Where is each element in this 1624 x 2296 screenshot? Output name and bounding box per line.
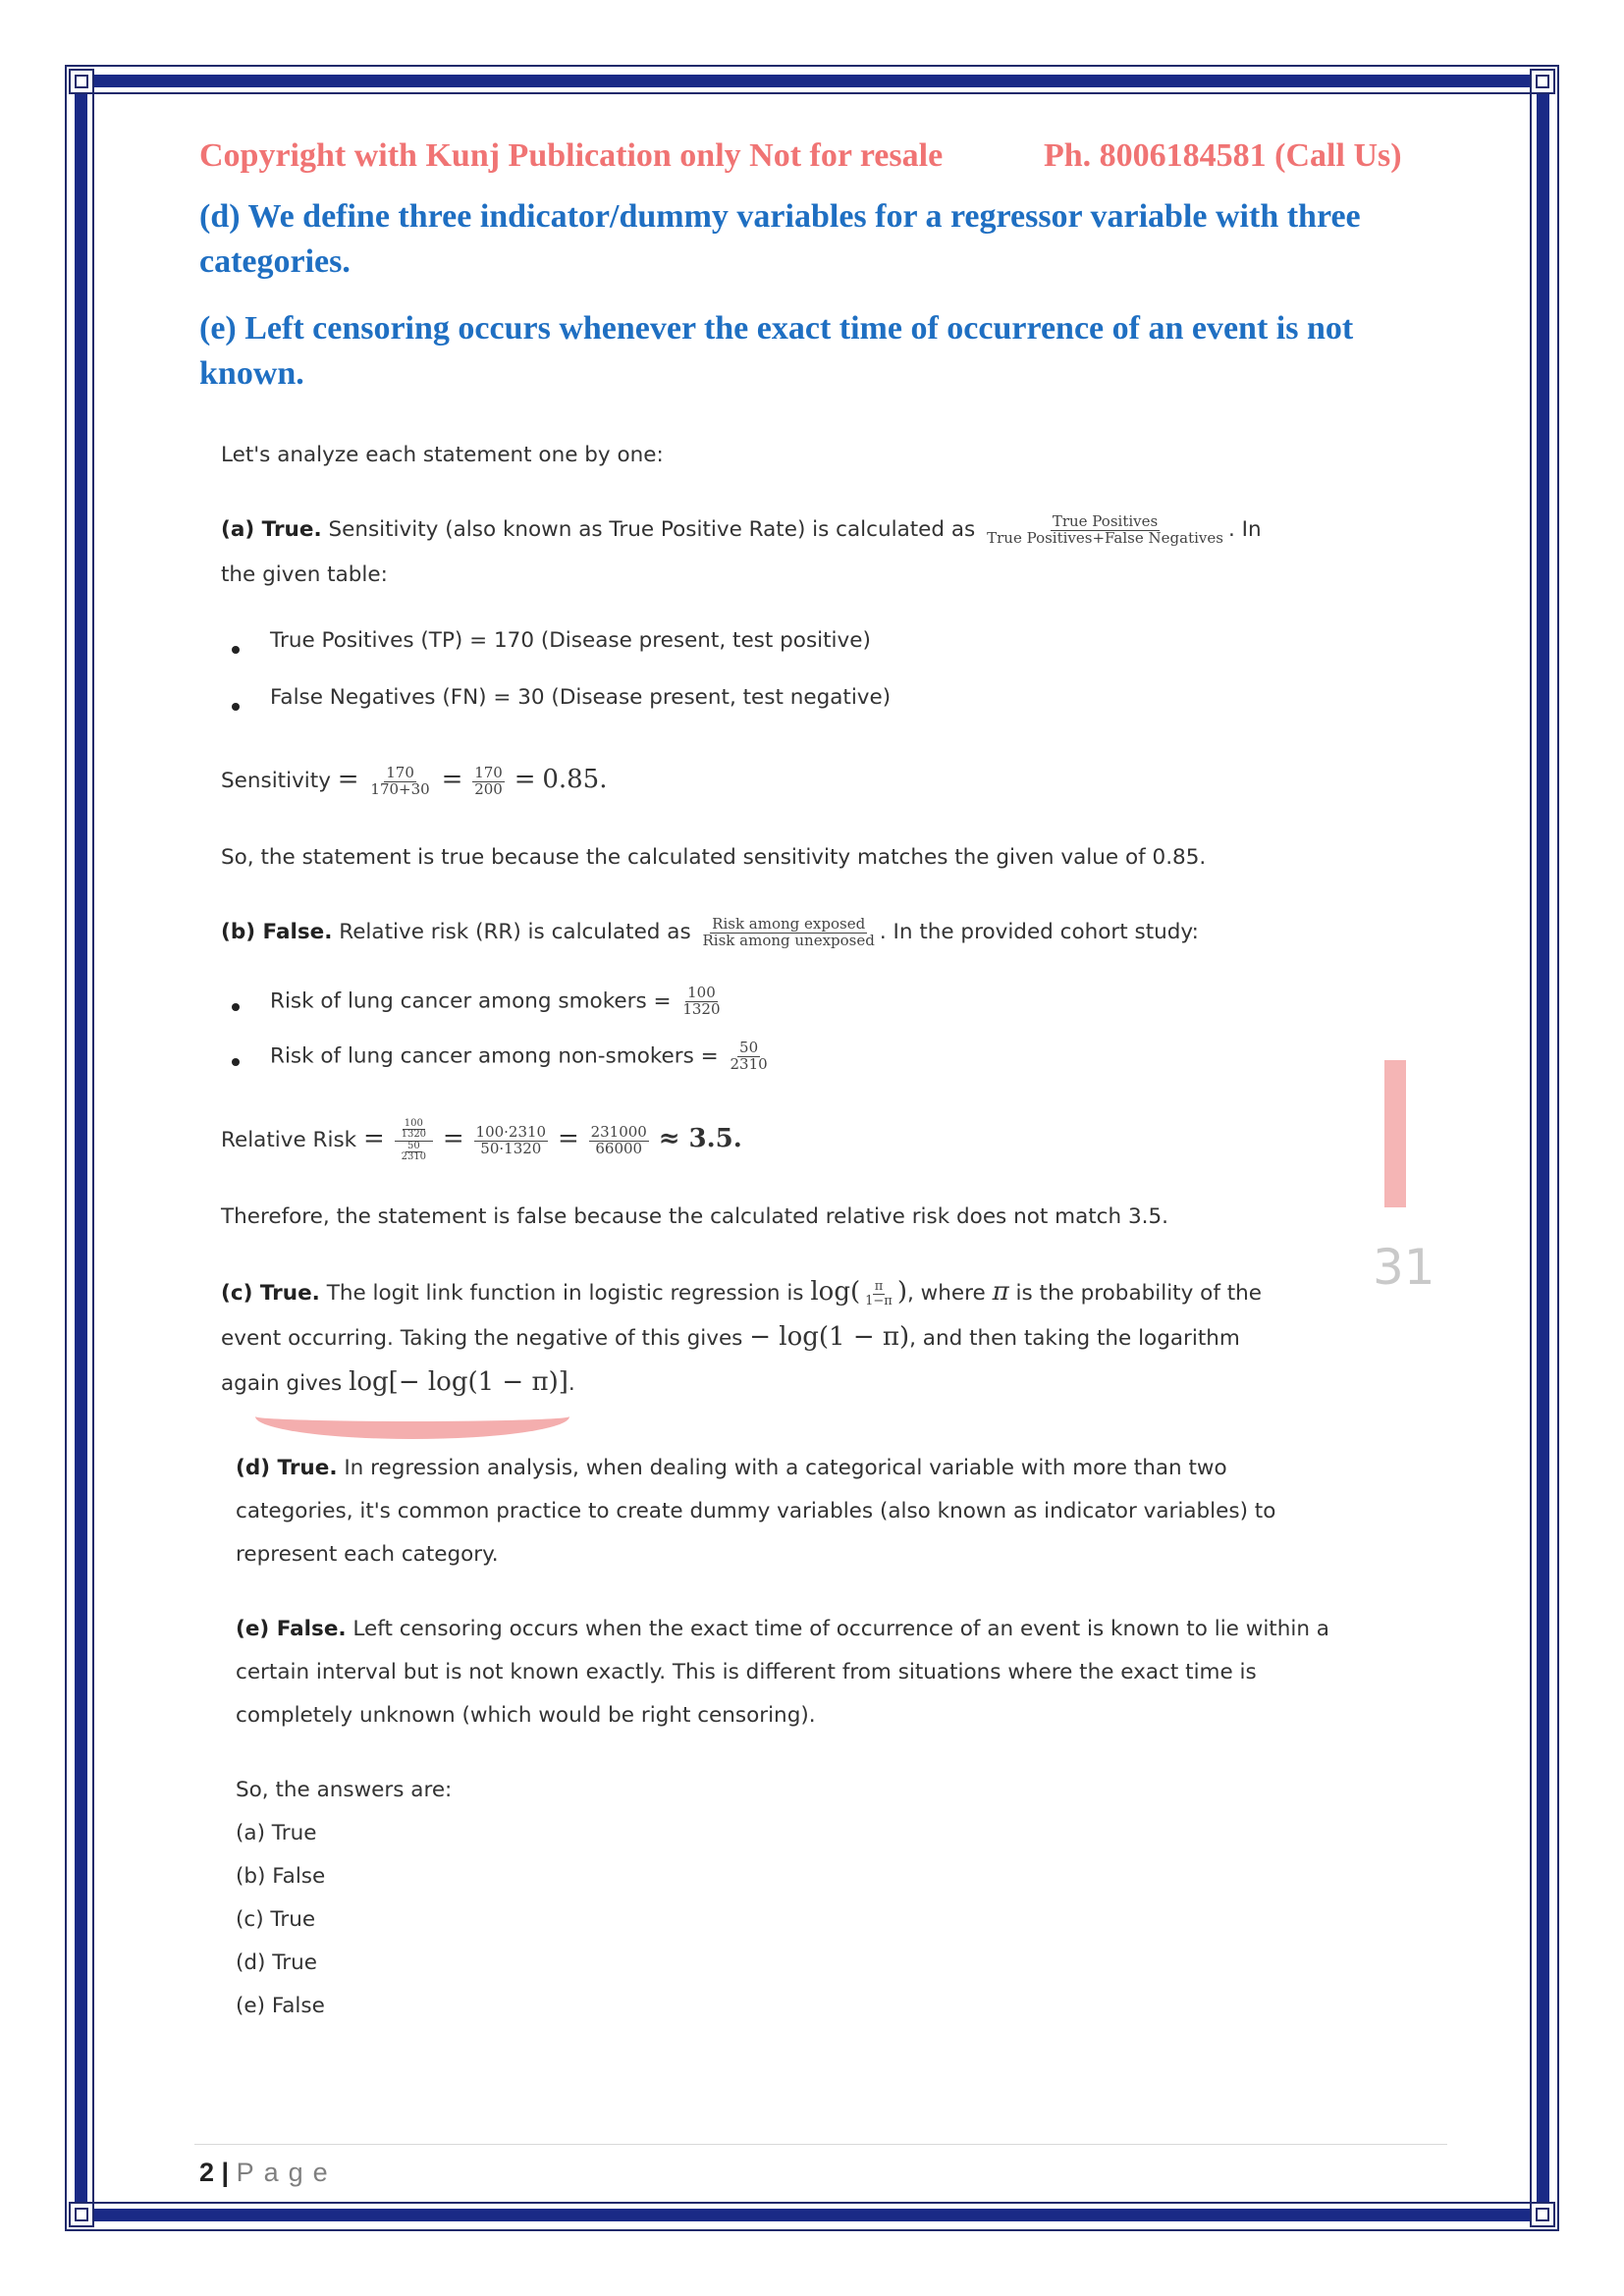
answer-c-label: (c) True.	[221, 1281, 320, 1306]
fraction-denominator: 1−π	[865, 1293, 893, 1308]
inner-fraction	[400, 1142, 428, 1163]
answer-c-text: , where	[907, 1281, 986, 1306]
answer-d-line2: categories, it's common practice to create dummy variables (also known as indicator variables) to	[236, 1499, 1276, 1523]
answer-a-line1	[221, 508, 1262, 552]
fraction-denominator: 1320	[682, 999, 721, 1018]
summary-item: (b) False	[236, 1864, 326, 1889]
fraction-numerator: π	[874, 1278, 884, 1294]
answer-e-line3: completely unknown (which would be right censoring).	[236, 1703, 816, 1728]
list-item	[270, 1041, 773, 1073]
bullet-icon	[232, 703, 240, 711]
fraction-numerator: 170	[386, 763, 414, 781]
equals-sign: =	[362, 1124, 385, 1153]
fraction-denominator: 1320	[401, 1129, 427, 1140]
fraction-numerator: 170	[474, 763, 503, 781]
fraction-numerator: True Positives	[1052, 511, 1159, 530]
answer-a-conclusion: So, the statement is true because the calculated sensitivity matches the given value of 0.85.	[221, 845, 1207, 870]
relative-risk-calculation	[221, 1117, 742, 1163]
list-item	[270, 986, 726, 1018]
close-paren: )	[896, 1277, 908, 1307]
fraction-denominator: 66000	[595, 1139, 643, 1157]
sensitivity-result: 0.85.	[542, 765, 608, 794]
copyright-text: Copyright with Kunj Publication only Not for resale	[199, 137, 944, 174]
answer-d-line3: represent each category.	[236, 1542, 499, 1567]
fraction-denominator: True Positives+False Negatives	[987, 528, 1223, 547]
calc-label: Sensitivity	[221, 769, 331, 793]
page-footer	[199, 2158, 338, 2188]
answer-b-label: (b) False.	[221, 920, 333, 944]
sensitivity-calculation	[221, 758, 607, 803]
answer-d-text: In regression analysis, when dealing with a categorical variable with more than two	[344, 1456, 1227, 1480]
fraction-numerator: 100	[687, 984, 716, 1001]
open-paren: (	[849, 1277, 861, 1307]
non-smokers-risk-fraction	[729, 1041, 770, 1073]
equals-sign: =	[442, 1124, 464, 1153]
summary-item: (d) True	[236, 1950, 317, 1975]
answer-e-line1	[236, 1608, 1329, 1651]
relative-risk-result: ≈ 3.5.	[658, 1124, 742, 1153]
logit-function: log	[810, 1277, 850, 1307]
answer-a-text-after: . In	[1227, 517, 1262, 542]
fraction-numerator: 100	[404, 1117, 423, 1129]
answer-intro: Let's analyze each statement one by one:	[221, 443, 664, 467]
fraction-numerator: Risk among exposed	[712, 914, 866, 933]
relative-risk-formula	[701, 914, 877, 949]
summary-title: So, the answers are:	[236, 1778, 453, 1802]
fraction-denominator: 50·1320	[480, 1139, 542, 1157]
answer-e-line2: certain interval but is not known exactly. This is different from situations where the exact time is	[236, 1660, 1257, 1684]
answer-c-text: again gives	[221, 1371, 343, 1396]
answer-c-text: is the probability of the	[1015, 1281, 1263, 1306]
answer-a-line2: the given table:	[221, 562, 388, 587]
inner-fraction	[400, 1119, 428, 1141]
list-item	[270, 628, 871, 653]
fraction-denominator	[395, 1142, 433, 1163]
answer-e-label: (e) False.	[236, 1617, 347, 1641]
fraction-numerator: 50	[739, 1039, 759, 1056]
fraction-denominator: 200	[474, 779, 503, 798]
answer-b-text: Relative risk (RR) is calculated as	[339, 920, 691, 944]
rr-fraction-3	[589, 1122, 649, 1157]
answer-c-line3	[221, 1361, 575, 1406]
answer-b-conclusion: Therefore, the statement is false because the calculated relative risk does not match 3.5.	[221, 1204, 1168, 1229]
sensitivity-formula	[985, 511, 1225, 547]
answer-a-label: (a) True.	[221, 517, 322, 542]
page-separator: |	[214, 2158, 237, 2187]
fraction-numerator: 231000	[590, 1122, 647, 1141]
answer-d-line1	[236, 1447, 1227, 1490]
smokers-risk-fraction	[680, 986, 722, 1018]
list-item-text: False Negatives (FN) = 30 (Disease present, test negative)	[270, 685, 892, 710]
frame-corner-ornament	[1530, 2202, 1555, 2227]
page-word: Page	[236, 2158, 338, 2187]
sensitivity-fraction-1	[368, 763, 431, 798]
sensitivity-fraction-2	[472, 763, 505, 798]
answer-c-text: , and then taking the logarithm	[909, 1326, 1240, 1351]
fraction-denominator: Risk among unexposed	[702, 931, 875, 949]
watermark-digits: 31	[1373, 1239, 1435, 1296]
list-item	[270, 685, 891, 710]
frame-corner-ornament	[69, 2202, 94, 2227]
calc-label: Relative Risk	[221, 1128, 357, 1152]
summary-item: (e) False	[236, 1994, 325, 2018]
answer-c-text: event occurring. Taking the negative of this gives	[221, 1326, 743, 1351]
equals-sign: =	[337, 765, 359, 794]
answer-b-line1	[221, 911, 1199, 954]
footer-rule	[194, 2144, 1447, 2145]
list-item-text: True Positives (TP) = 170 (Disease present, test positive)	[270, 628, 871, 653]
bullet-icon	[232, 1003, 240, 1011]
log-log-expression: log[− log(1 − π)]	[349, 1367, 568, 1397]
answer-a-text: Sensitivity (also known as True Positive Rate) is calculated as	[328, 517, 976, 542]
summary-item: (c) True	[236, 1907, 316, 1932]
answer-d-label: (d) True.	[236, 1456, 338, 1480]
bullet-icon	[232, 646, 240, 654]
logit-fraction	[863, 1280, 894, 1308]
equals-sign: =	[514, 765, 536, 794]
watermark-fragment	[1384, 1060, 1406, 1207]
phone-text: Ph. 8006184581 (Call Us)	[1044, 137, 1402, 174]
answer-c-line2	[221, 1315, 1240, 1361]
fraction-denominator: 2310	[730, 1054, 768, 1073]
equals-sign: =	[441, 765, 463, 794]
copyright-line	[199, 137, 1446, 175]
fraction-denominator: 170+30	[370, 779, 430, 798]
pi-symbol: π	[992, 1277, 1009, 1307]
frame-corner-ornament	[69, 69, 94, 94]
answer-c-text: The logit link function in logistic regression is	[326, 1281, 804, 1306]
fraction-numerator: 100·2310	[475, 1122, 547, 1141]
answer-c-text: .	[568, 1371, 575, 1396]
list-item-text: Risk of lung cancer among non-smokers =	[270, 1043, 719, 1069]
list-item-text: Risk of lung cancer among smokers =	[270, 988, 672, 1014]
answer-e-text: Left censoring occurs when the exact time of occurrence of an event is known to lie within a	[352, 1617, 1329, 1641]
bullet-icon	[232, 1058, 240, 1066]
neg-log-expression: − log(1 − π)	[749, 1322, 910, 1352]
page-number: 2	[199, 2158, 215, 2187]
answer-c-line1	[221, 1270, 1262, 1315]
answer-b-text-after: . In the provided cohort study:	[879, 920, 1199, 944]
frame-corner-ornament	[1530, 69, 1555, 94]
summary-item: (a) True	[236, 1821, 317, 1845]
compound-fraction	[395, 1119, 433, 1163]
equals-sign: =	[557, 1124, 579, 1153]
fraction-denominator: 2310	[401, 1151, 427, 1162]
fraction-numerator	[395, 1119, 433, 1142]
fraction-numerator: 50	[406, 1140, 420, 1151]
rr-fraction-2	[474, 1122, 549, 1157]
question-d: (d) We define three indicator/dummy variables for a regressor variable with three categories.	[199, 198, 1361, 280]
question-e: (e) Left censoring occurs whenever the exact time of occurrence of an event is not known.	[199, 310, 1354, 392]
